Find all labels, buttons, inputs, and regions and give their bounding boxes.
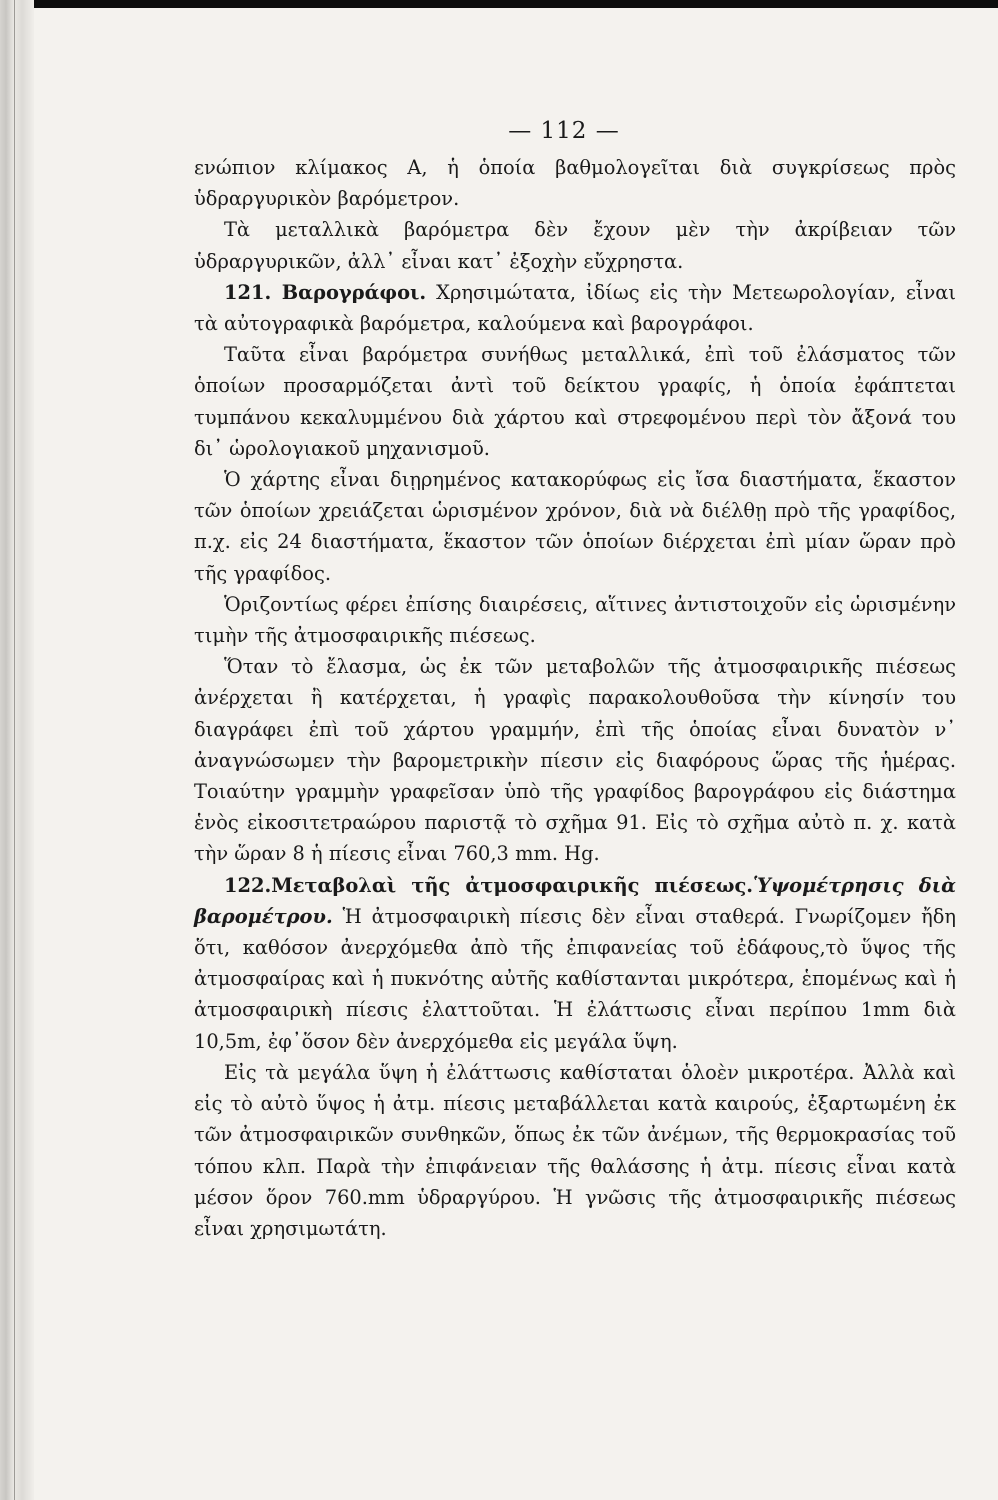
- paragraph-text: Ὁριζοντίως φέρει ἐπίσης διαιρέσεις, αἵτινες ἀντιστοιχοῦν εἰς ὡρισμένην τιμὴν τῆς ἀτμοσφαιρικῆς πιέσεως.: [194, 592, 956, 648]
- paragraph-6: [194, 589, 956, 651]
- paragraph-text: Τὰ μεταλλικὰ βαρόμετρα δὲν ἔχουν μὲν τὴν ἀκρίβειαν τῶν ὑδραργυρικῶν, ἀλλ᾿ εἶναι κατ᾿ ἐξοχὴν εὔχρηστα.: [194, 218, 956, 273]
- section-heading-122: 122.Μεταβολαὶ τῆς ἀτμοσφαιρικῆς πιέσεως.: [224, 873, 754, 897]
- section-subheading-122: Ὑψομέτρησις διὰ βαρομέτρου.: [194, 873, 957, 928]
- page-body: [194, 152, 956, 1244]
- paragraph-text: Ταῦτα εἶναι βαρόμετρα συνήθως μεταλλικά, ἐπὶ τοῦ ἐλάσματος τῶν ὁποίων προσαρμόζεται ἀντὶ τοῦ δείκτου γραφίς, ἡ ὁποία ἐφάπτεται τυμπάνου κεκαλυμμένου διὰ χάρτου καὶ στρεφομένου περὶ τὸν ἄξονά του δι᾿ ὡρολογιακοῦ μηχανισμοῦ.: [194, 343, 956, 460]
- paragraph-7: [194, 651, 956, 869]
- paragraph-text: Ὅταν τὸ ἔλασμα, ὡς ἐκ τῶν μεταβολῶν τῆς ἀτμοσφαιρικῆς πιέσεως ἀνέρχεται ἢ κατέρχεται, ἡ γραφὶς παρακολουθοῦσα τὴν κίνησίν του διαγράφει ἐπὶ τοῦ χάρτου γραμμήν, ἐπὶ τῆς ὁποίας εἶναι δυνατὸν ν᾿ ἀναγνώσωμεν τὴν βαρομετρικὴν πίεσιν εἰς διαφόρους ὥρας τῆς ἡμέρας. Τοιαύτην γραμμὴν γραφεῖσαν ὑπὸ τῆς γραφίδος βαρογράφου εἰς διάστημα ἑνὸς εἰκοσιτετραώρου παριστᾷ τὸ σχῆμα 91. Εἰς τὸ σχῆμα αὐτὸ π. χ. κατὰ τὴν ὥραν 8 ἡ πίεσις εἶναι 760,3 mm. Hg.: [194, 655, 956, 866]
- section-121: [194, 277, 956, 339]
- paragraph-text: ενώπιον κλίμακος Α, ἡ ὁποία βαθμολογεῖται διὰ συγκρίσεως πρὸς ὑδραργυρικὸν βαρόμετρον.: [194, 156, 956, 211]
- paragraph-text: Ἡ ἀτμοσφαιρικὴ πίεσις δὲν εἶναι σταθερά. Γνωρίζομεν ἤδη ὅτι, καθόσον ἀνερχόμεθα ἀπὸ τῆς ἐπιφανείας τοῦ ἐδάφους,τὸ ὕψος τῆς ἀτμοσφαίρας καὶ ἡ πυκνότης αὐτῆς καθίστανται μικρότερα, ἑπομένως καὶ ἡ ἀτμοσφαιρικὴ πίεσις ἐλαττοῦται. Ἡ ἐλάττωσις εἶναι περίπου 1mm διὰ 10,5m, ἐφ᾿ὅσον δὲν ἀνερχόμεθα εἰς μεγάλα ὕψη.: [194, 904, 956, 1053]
- paragraph-9: [194, 1057, 956, 1244]
- section-122: [194, 870, 956, 1057]
- paragraph-text: Χρησιμώτατα, ἰδίως εἰς τὴν Μετεωρολογίαν, εἶναι τὰ αὐτογραφικὰ βαρόμετρα, καλούμενα καὶ βαρογράφοι.: [194, 280, 956, 336]
- scan-top-edge: [0, 0, 998, 8]
- section-heading-121: 121. Βαρογράφοι.: [224, 280, 427, 304]
- page-number: — 112 —: [508, 118, 620, 144]
- paragraph-4: [194, 339, 956, 464]
- paragraph-2: [194, 214, 956, 276]
- paragraph-5: [194, 464, 956, 589]
- paragraph-text: Εἰς τὰ μεγάλα ὕψη ἡ ἐλάττωσις καθίσταται ὁλοὲν μικροτέρα. Ἀλλὰ καὶ εἰς τὸ αὐτὸ ὕψος ἡ ἀτμ. πίεσις μεταβάλλεται κατὰ καιρούς, ἐξαρτωμένη ἐκ τῶν ἀτμοσφαιρικῶν συνθηκῶν, ὅπως ἐκ τῶν ἀνέμων, τῆς θερμοκρασίας τοῦ τόπου κλπ. Παρὰ τὴν ἐπιφάνειαν τῆς θαλάσσης ἡ ἀτμ. πίεσις εἶναι κατὰ μέσον ὅρον 760.mm ὑδραργύρου. Ἡ γνῶσις τῆς ἀτμοσφαιρικῆς πιέσεως εἶναι χρησιμωτάτη.: [194, 1060, 956, 1240]
- paragraph-1: [194, 152, 956, 214]
- paragraph-text: Ὁ χάρτης εἶναι διῃρημένος κατακορύφως εἰς ἴσα διαστήματα, ἕκαστον τῶν ὁποίων χρειάζεται ὡρισμένον χρόνον, διὰ νὰ διέλθῃ πρὸ τῆς γραφίδος, π.χ. εἰς 24 διαστήματα, ἕκαστον τῶν ὁποίων διέρχεται ἐπὶ μίαν ὥραν πρὸ τῆς γραφίδος.: [194, 468, 956, 585]
- book-binding-edge: [0, 0, 34, 1500]
